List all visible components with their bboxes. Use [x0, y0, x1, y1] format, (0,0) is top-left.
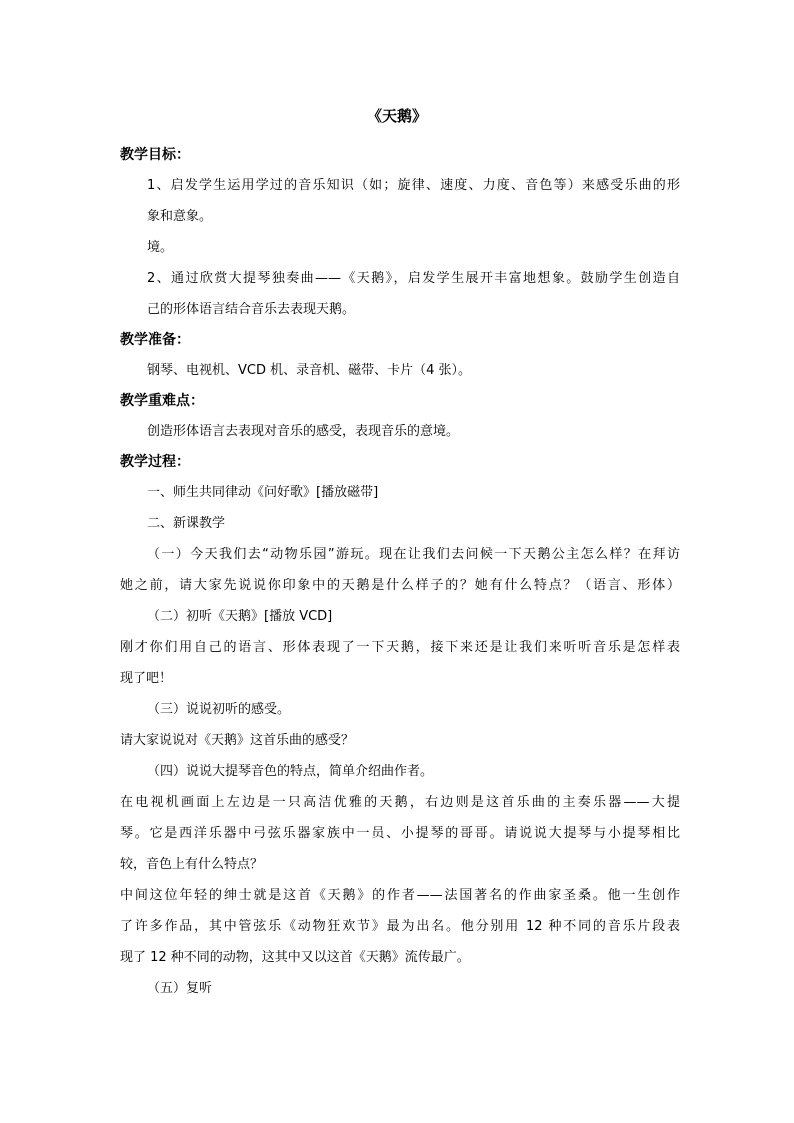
paragraph-line: 己的形体语言结合音乐去表现天鹅。 [147, 302, 356, 317]
heading-teaching-prep: 教学准备： [120, 332, 190, 348]
paragraph-line: 现了 12 种不同的动物，这其中又以这首《天鹅》流传最广。 [120, 950, 470, 965]
paragraph-line: 现了吧！ [120, 671, 173, 686]
paragraph-line: 了许多作品，其中管弦乐《动物狂欢节》最为出名。他分别用 12 种不同的音乐片段表 [120, 919, 680, 934]
paragraph-line: 刚才你们用自己的语言、形体表现了一下天鹅，接下来还是让我们来听听音乐是怎样表 [120, 640, 680, 655]
heading-teaching-goals: 教学目标： [120, 147, 190, 163]
paragraph-line: 创造形体语言去表现对音乐的感受，表现音乐的意境。 [147, 424, 460, 439]
paragraph-line: 钢琴、电视机、VCD 机、录音机、磁带、卡片（4 张）。 [147, 363, 472, 378]
paragraph-line: （一）今天我们去“动物乐园”游玩。现在让我们去问候一下天鹅公主怎么样？在拜访 [147, 547, 680, 562]
paragraph-line: 琴。它是西洋乐器中弓弦乐器家族中一员、小提琴的哥哥。请说说大提琴与小提琴相比 [120, 826, 680, 841]
paragraph-line: （四）说说大提琴音色的特点，简单介绍曲作者。 [147, 764, 434, 779]
document-title: 《天鹅》 [366, 107, 427, 125]
paragraph-line: （五）复听 [147, 981, 213, 996]
paragraph-line: 境。 [147, 240, 174, 255]
paragraph-line: 2、通过欣赏大提琴独奏曲——《天鹅》，启发学生展开丰富地想象。鼓励学生创造自 [147, 271, 680, 286]
document-body [120, 140, 680, 1004]
paragraph-line: 中间这位年轻的绅士就是这首《天鹅》的作者——法国著名的作曲家圣桑。他一生创作 [120, 888, 680, 903]
heading-teaching-process: 教学过程： [120, 454, 190, 470]
paragraph-line: 请大家说说对《天鹅》这首乐曲的感受？ [120, 733, 355, 748]
paragraph-line: 象和意象。 [147, 209, 213, 224]
paragraph-line: 1、启发学生运用学过的音乐知识（如；旋律、速度、力度、音色等）来感受乐曲的形 [147, 178, 680, 193]
paragraph-line: （三）说说初听的感受。 [147, 702, 291, 717]
paragraph-line: 在电视机画面上左边是一只高洁优雅的天鹅，右边则是这首乐曲的主奏乐器——大提 [120, 795, 680, 810]
paragraph-line: 较，音色上有什么特点？ [120, 857, 264, 872]
paragraph-line: 一、师生共同律动《问好歌》[播放磁带] [147, 485, 379, 500]
paragraph-line: 她之前，请大家先说说你印象中的天鹅是什么样子的？她有什么特点？（语言、形体） [120, 578, 680, 593]
paragraph-line: 二、新课教学 [147, 516, 226, 531]
heading-key-difficulty: 教学重难点： [120, 393, 204, 409]
paragraph-line: （二）初听《天鹅》[播放 VCD] [147, 609, 333, 624]
